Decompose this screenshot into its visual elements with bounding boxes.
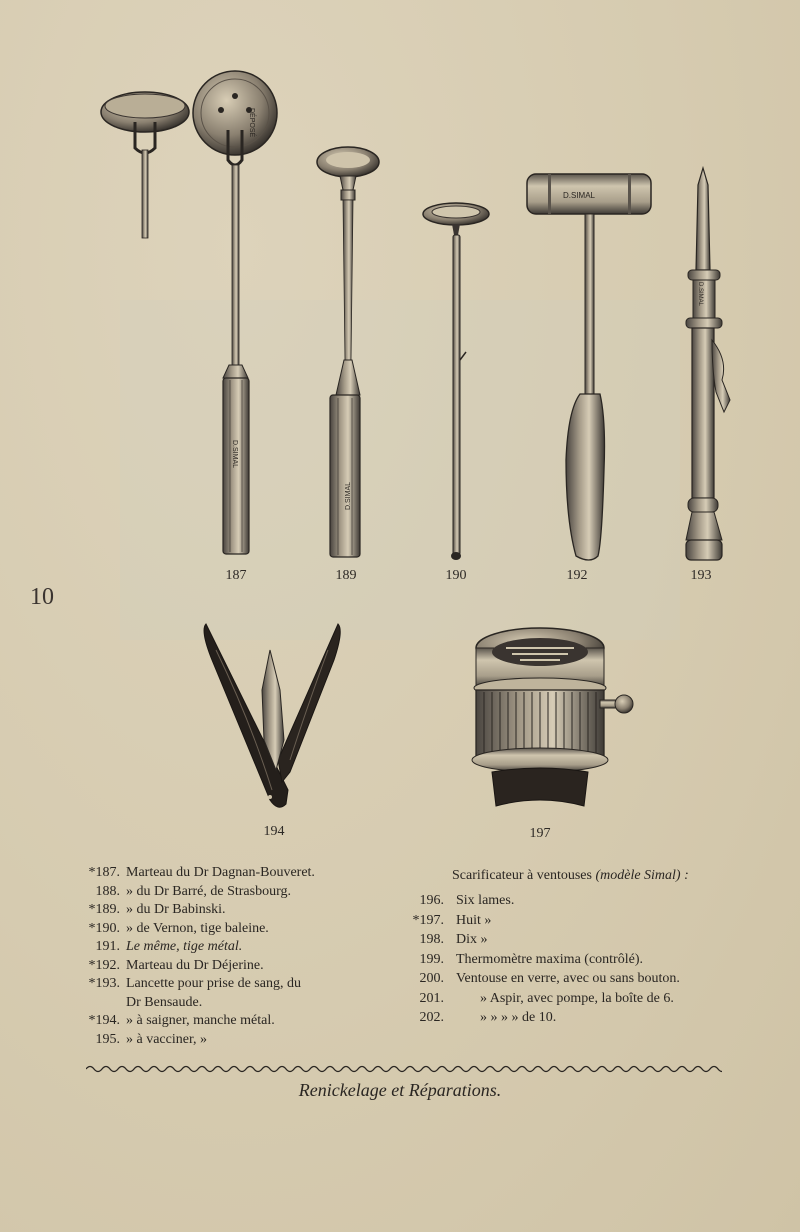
left-catalog-list (86, 864, 386, 1049)
item-text: » à vacciner, » (126, 1031, 208, 1047)
item-text-line1: Lancette pour prise de sang, du (126, 976, 301, 991)
item-text: » Aspir, avec pompe, la boîte de 6. (480, 990, 674, 1006)
item-number: 199. (419, 951, 444, 967)
item-number: 201. (419, 990, 444, 1006)
item-text: Dix » (456, 932, 488, 947)
right-catalog-list (410, 891, 730, 1028)
list-item (86, 883, 386, 902)
instrument-197 (472, 628, 633, 806)
list-item (86, 975, 386, 1012)
figure-label-197: 197 (529, 826, 551, 841)
figure-label-189: 189 (335, 568, 357, 583)
simal-stamp-189: D.SIMAL (345, 481, 352, 510)
item-text: Le même, tige métal. (126, 939, 243, 954)
item-text: Ventouse en verre, avec ou sans bouton. (456, 971, 680, 986)
list-item (86, 864, 386, 883)
item-text: » » » » de 10. (480, 1010, 557, 1025)
item-number: 200. (419, 971, 444, 986)
list-item (410, 911, 730, 931)
simal-stamp: D.SIMAL (231, 440, 238, 469)
list-item (86, 920, 386, 939)
figure-label-187: 187 (225, 568, 247, 583)
item-text: Huit » (456, 912, 492, 928)
figure-label-193: 193 (690, 568, 712, 583)
list-item (410, 891, 730, 911)
item-number: *193. (88, 976, 120, 991)
item-number: *194. (88, 1013, 120, 1028)
item-number: *190. (88, 920, 120, 936)
list-item (410, 969, 730, 989)
item-number: 196. (419, 893, 444, 908)
item-number: *187. (88, 865, 120, 880)
item-text: » de Vernon, tige baleine. (126, 920, 269, 936)
list-item (86, 901, 386, 920)
item-number: *197. (412, 912, 444, 928)
item-number: 198. (419, 932, 444, 947)
list-item (86, 957, 386, 976)
item-text: » à saigner, manche métal. (126, 1013, 275, 1028)
list-item (410, 950, 730, 970)
figure-label-194: 194 (263, 824, 285, 839)
item-number: 195. (95, 1031, 120, 1047)
heading-text: Scarificateur à ventouses (452, 868, 592, 883)
wavy-divider (86, 1062, 722, 1076)
figure-label-190: 190 (445, 568, 467, 583)
item-text: » du Dr Barré, de Strasbourg. (126, 883, 291, 899)
item-text (126, 975, 378, 1012)
item-number: *192. (88, 957, 120, 973)
list-item (410, 989, 730, 1009)
item-number: *189. (88, 902, 120, 917)
item-number: 202. (419, 1010, 444, 1025)
heading-italic: (modèle Simal) : (595, 868, 689, 883)
scarificator-heading (452, 868, 689, 884)
list-item (86, 938, 386, 957)
simal-stamp-192: D.SIMAL (563, 191, 596, 200)
simal-stamp-193: D.SIMAL (697, 282, 703, 307)
item-text: Marteau du Dr Déjerine. (126, 957, 264, 973)
item-text: Thermomètre maxima (contrôlé). (456, 951, 643, 967)
instrument-193 (686, 168, 730, 560)
footer-title: Renickelage et Réparations. (298, 1080, 502, 1100)
list-item (86, 1012, 386, 1031)
list-item (410, 1008, 730, 1028)
list-item (86, 1031, 386, 1050)
item-number: 191. (95, 939, 120, 954)
figure-label-192: 192 (566, 568, 588, 583)
list-item (410, 930, 730, 950)
item-number: 188. (95, 883, 120, 899)
item-text: Six lames. (456, 893, 515, 908)
item-text: Marteau du Dr Dagnan-Bouveret. (126, 865, 315, 880)
depose-stamp: DÉPOSÉ (248, 108, 255, 138)
page-number: 10 (30, 584, 54, 610)
item-text: » du Dr Babinski. (126, 902, 226, 917)
item-text-line2: Dr Bensaude. (126, 994, 203, 1010)
instrument-194 (204, 624, 340, 807)
